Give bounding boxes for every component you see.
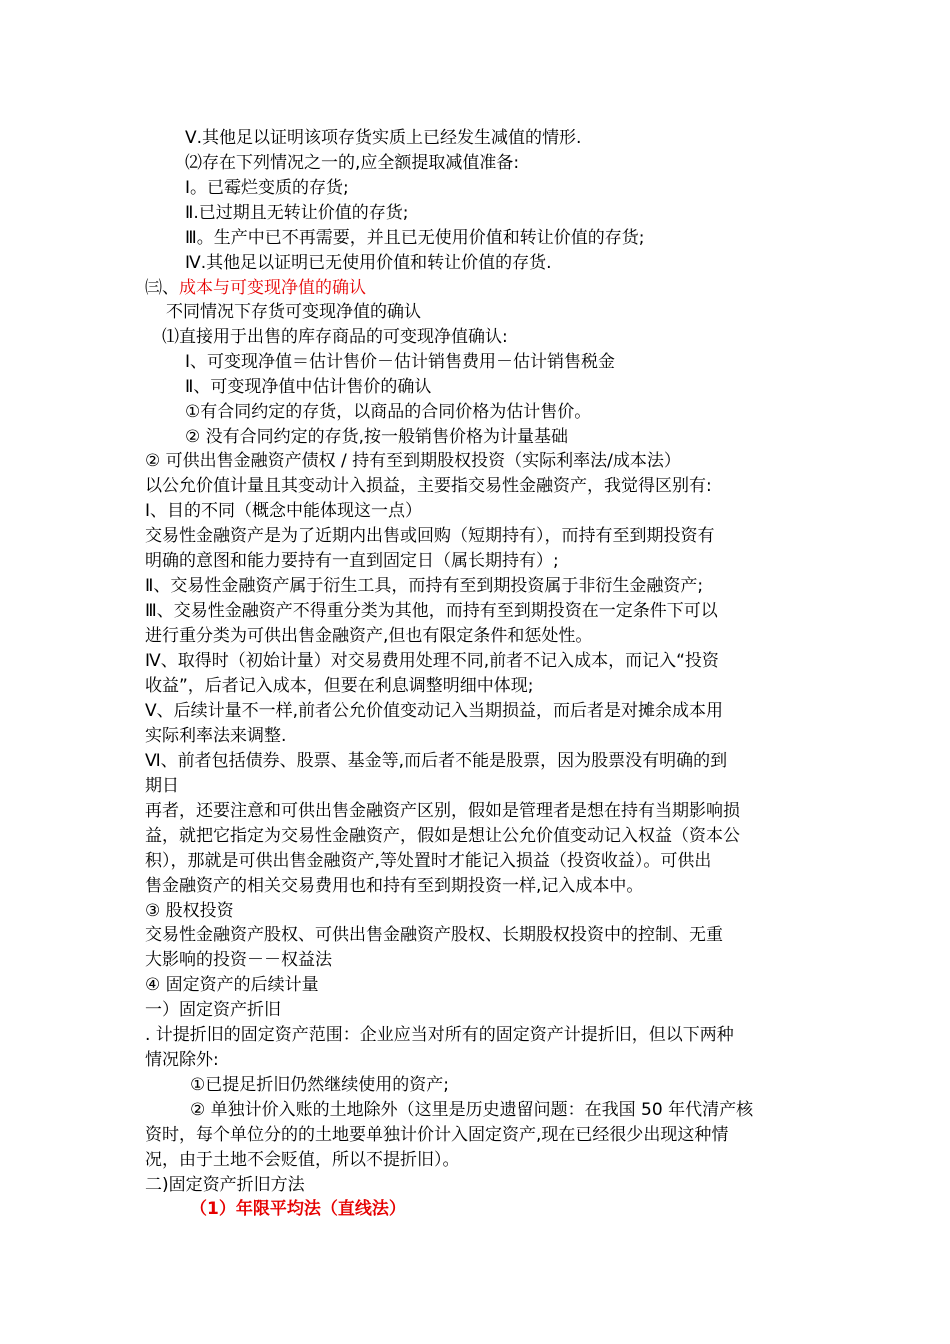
text-line: 再者，还要注意和可供出售金融资产区别，假如是管理者是想在持有当期影响损	[145, 801, 740, 821]
text-line: 以公允价值计量且其变动计入损益，主要指交易性金融资产，我觉得区别有:	[145, 476, 712, 496]
text-line: 交易性金融资产是为了近期内出售或回购（短期持有），而持有至到期投资有	[145, 526, 715, 546]
text-line: 实际利率法来调整.	[145, 726, 287, 746]
text-line: 进行重分类为可供出售金融资产,但也有限定条件和惩处性。	[145, 626, 593, 646]
text-line: ④ 固定资产的后续计量	[145, 975, 319, 995]
text-line: ③ 股权投资	[145, 901, 234, 921]
text-line: ⑵存在下列情况之一的,应全额提取减值准备:	[185, 153, 520, 173]
method-heading: （1）年限平均法（直线法）	[190, 1199, 406, 1219]
text-line: Ⅳ、取得时（初始计量）对交易费用处理不同,前者不记入成本，而记入“投资	[145, 651, 719, 671]
text-line: 一）固定资产折旧	[145, 1000, 281, 1020]
text-line: ①已提足折旧仍然继续使用的资产;	[190, 1075, 449, 1095]
section-title: 成本与可变现净值的确认	[179, 278, 366, 298]
text-line: . 计提折旧的固定资产范围：企业应当对所有的固定资产计提折旧，但以下两种	[145, 1025, 734, 1045]
text-line: ⑴直接用于出售的库存商品的可变现净值确认:	[162, 327, 508, 347]
text-line: 况，由于土地不会贬值，所以不提折旧）。	[145, 1150, 460, 1170]
text-line: 交易性金融资产股权、可供出售金融资产股权、长期股权投资中的控制、无重	[145, 925, 723, 945]
section-number: ㈢、	[145, 278, 179, 298]
text-line: 明确的意图和能力要持有一直到固定日（属长期持有）;	[145, 551, 559, 571]
text-line: 售金融资产的相关交易费用也和持有至到期投资一样,记入成本中。	[145, 876, 644, 896]
text-line: Ⅴ.其他足以证明该项存货实质上已经发生减值的情形.	[185, 128, 582, 148]
text-line: Ⅱ、交易性金融资产属于衍生工具，而持有至到期投资属于非衍生金融资产;	[145, 576, 704, 596]
text-line: Ⅲ、交易性金融资产不得重分类为其他，而持有至到期投资在一定条件下可以	[145, 601, 718, 621]
text-line: 不同情况下存货可变现净值的确认	[166, 302, 421, 322]
section-heading	[145, 277, 366, 299]
text-line: 积），那就是可供出售金融资产,等处置时才能记入损益（投资收益）。可供出	[145, 851, 712, 871]
text-line: Ⅱ.已过期且无转让价值的存货;	[185, 203, 409, 223]
text-line: Ⅱ、可变现净值中估计售价的确认	[185, 377, 432, 397]
text-line: Ⅰ。已霉烂变质的存货;	[185, 178, 349, 198]
text-line: ② 可供出售金融资产债权 / 持有至到期股权投资（实际利率法/成本法）	[145, 451, 681, 471]
text-line: Ⅲ。生产中已不再需要，并且已无使用价值和转让价值的存货;	[185, 228, 645, 248]
text-line: 二)固定资产折旧方法	[145, 1175, 305, 1195]
text-line: Ⅴ、后续计量不一样,前者公允价值变动记入当期损益，而后者是对摊余成本用	[145, 701, 724, 721]
text-line: Ⅳ.其他足以证明已无使用价值和转让价值的存货.	[185, 253, 552, 273]
text-line: Ⅵ、前者包括债券、股票、基金等,而后者不能是股票，因为股票没有明确的到	[145, 751, 728, 771]
text-line: 大影响的投资－－权益法	[145, 950, 332, 970]
text-line: ①有合同约定的存货，以商品的合同价格为估计售价。	[185, 402, 592, 422]
text-line: 期日	[145, 776, 179, 796]
text-line: ② 没有合同约定的存货,按一般销售价格为计量基础	[185, 427, 569, 447]
text-line: 资时，每个单位分的的土地要单独计价计入固定资产,现在已经很少出现这种情	[145, 1125, 729, 1145]
text-line: Ⅰ、可变现净值＝估计售价－估计销售费用－估计销售税金	[185, 352, 616, 372]
text-line: 益，就把它指定为交易性金融资产，假如是想让公允价值变动记入权益（资本公	[145, 826, 740, 846]
text-line: ② 单独计价入账的土地除外（这里是历史遗留问题：在我国 50 年代清产核	[190, 1100, 754, 1120]
text-line: 情况除外:	[145, 1050, 219, 1070]
text-line: Ⅰ、目的不同（概念中能体现这一点）	[145, 501, 423, 521]
text-line: 收益”，后者记入成本，但要在利息调整明细中体现;	[145, 676, 534, 696]
